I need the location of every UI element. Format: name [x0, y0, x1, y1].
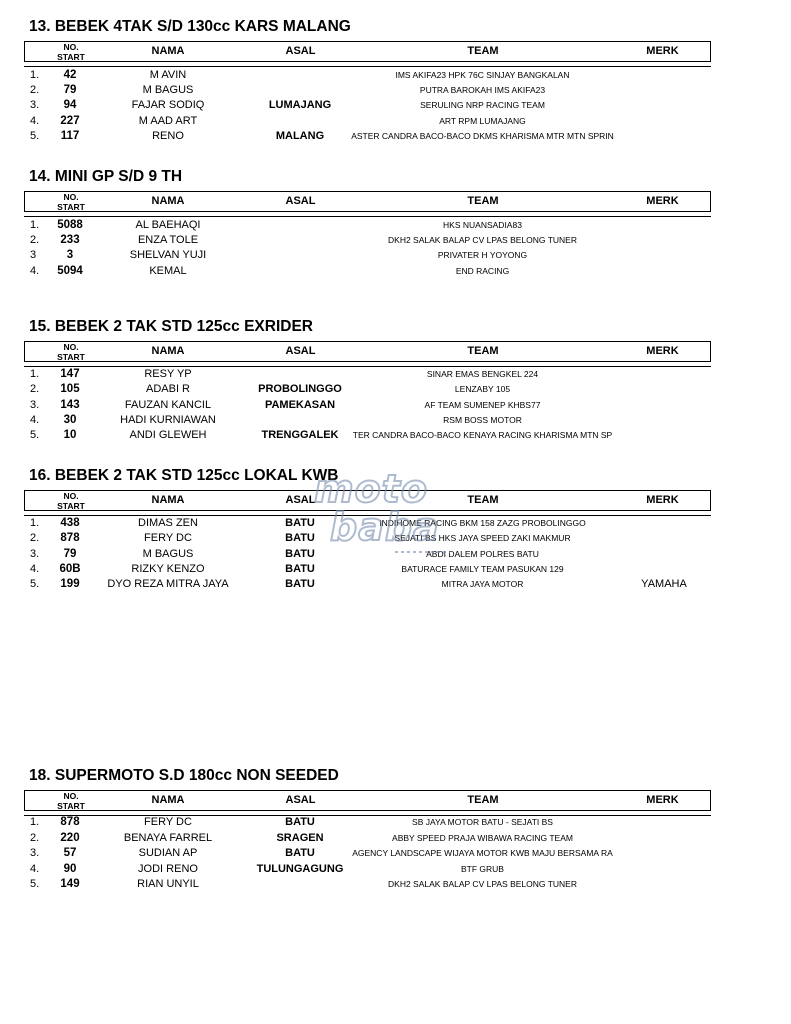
- table-row: 1. 42 M AVIN IMS AKIFA23 HPK 76C SINJAY BANGKALAN: [30, 69, 570, 81]
- svg-text:moto: moto: [314, 467, 428, 511]
- header-nama: NAMA: [151, 195, 185, 207]
- table-header: [24, 191, 711, 212]
- header-nama: NAMA: [151, 45, 185, 57]
- header-no-start: NO. START: [57, 791, 85, 811]
- table-row: 2. 878 FERY DC BATU SEJATI BS HKS JAYA SPEED ZAKI MAKMUR: [30, 532, 571, 544]
- header-merk: MERK: [646, 45, 679, 57]
- header-team: TEAM: [467, 345, 499, 357]
- header-team: TEAM: [467, 195, 499, 207]
- header-no-start: NO. START: [57, 192, 85, 212]
- section-title: 13. BEBEK 4TAK S/D 130cc KARS MALANG: [29, 18, 351, 35]
- header-team: TEAM: [467, 45, 499, 57]
- header-merk: MERK: [646, 345, 679, 357]
- header-asal: ASAL: [285, 345, 316, 357]
- table-row: 2. 105 ADABI R PROBOLINGGO LENZABY 105: [30, 383, 511, 395]
- header-asal: ASAL: [285, 794, 316, 806]
- table-row: 1. 5088 AL BAEHAQI HKS NUANSADIA83: [30, 219, 522, 231]
- header-nama: NAMA: [151, 794, 185, 806]
- table-row: 4. 30 HADI KURNIAWAN RSM BOSS MOTOR: [30, 414, 522, 426]
- header-nama: NAMA: [151, 345, 185, 357]
- table-header: [24, 41, 711, 62]
- section-title: 14. MINI GP S/D 9 TH: [29, 168, 183, 185]
- table-row: 3 3 SHELVAN YUJI PRIVATER H YOYONG: [30, 249, 528, 261]
- table-row: 3. 57 SUDIAN AP BATU AGENCY LANDSCAPE WIJAYA MOTOR KWB MAJU BERSAMA RA: [30, 847, 613, 859]
- table-row: 3. 94 FAJAR SODIQ LUMAJANG SERULING NRP RACING TEAM: [30, 99, 545, 111]
- header-nama: NAMA: [151, 494, 185, 506]
- header-merk: MERK: [646, 494, 679, 506]
- table-row: 2. 79 M BAGUS PUTRA BAROKAH IMS AKIFA23: [30, 84, 546, 96]
- header-no-start: NO. START: [57, 342, 85, 362]
- table-header: [24, 790, 711, 811]
- header-merk: MERK: [646, 195, 679, 207]
- header-asal: ASAL: [285, 494, 316, 506]
- header-asal: ASAL: [285, 195, 316, 207]
- table-row: 3. 79 M BAGUS BATU ABDI DALEM POLRES BATU: [30, 548, 539, 560]
- table-row: 1. 878 FERY DC BATU SB JAYA MOTOR BATU - SEJATI BS: [30, 816, 553, 828]
- svg-text:baba: baba: [330, 505, 440, 549]
- table-row: 4. 60B RIZKY KENZO BATU BATURACE FAMILY TEAM PASUKAN 129: [30, 563, 564, 575]
- header-divider: [24, 216, 711, 217]
- section-title: 15. BEBEK 2 TAK STD 125cc EXRIDER: [29, 318, 313, 335]
- table-row: 4. 5094 KEMAL END RACING: [30, 265, 510, 277]
- header-divider: [24, 66, 711, 67]
- header-team: TEAM: [467, 494, 499, 506]
- section-title: 16. BEBEK 2 TAK STD 125cc LOKAL KWB: [29, 467, 339, 484]
- header-merk: MERK: [646, 794, 679, 806]
- table-row: 4. 90 JODI RENO TULUNGAGUNG BTF GRUB: [30, 863, 504, 875]
- table-row: 2. 220 BENAYA FARREL SRAGEN ABBY SPEED PRAJA WIBAWA RACING TEAM: [30, 832, 573, 844]
- header-asal: ASAL: [285, 45, 316, 57]
- header-team: TEAM: [467, 794, 499, 806]
- table-row: 1. 438 DIMAS ZEN BATU INDIHOME RACING BKM 158 ZAZG PROBOLINGGO: [30, 517, 586, 529]
- motobaba-watermark-logo: [300, 462, 460, 557]
- table-row: 5. 199 DYO REZA MITRA JAYA BATU MITRA JAYA MOTOR YAMAHA: [30, 578, 687, 590]
- table-row: 5. 117 RENO MALANG ASTER CANDRA BACO-BACO DKMS KHARISMA MTR MTN SPRIN: [30, 130, 614, 142]
- table-row: 3. 143 FAUZAN KANCIL PAMEKASAN AF TEAM SUMENEP KHBS77: [30, 399, 541, 411]
- section-title: 18. SUPERMOTO S.D 180cc NON SEEDED: [29, 767, 339, 784]
- header-no-start: NO. START: [57, 42, 85, 62]
- table-row: 1. 147 RESY YP SINAR EMAS BENGKEL 224: [30, 368, 539, 380]
- table-row: 2. 233 ENZA TOLE DKH2 SALAK BALAP CV LPAS BELONG TUNER: [30, 234, 577, 246]
- table-row: 5. 10 ANDI GLEWEH TRENGGALEK TER CANDRA BACO-BACO KENAYA RACING KHARISMA MTN SP: [30, 429, 613, 441]
- table-row: 5. 149 RIAN UNYIL DKH2 SALAK BALAP CV LPAS BELONG TUNER: [30, 878, 577, 890]
- table-header: [24, 341, 711, 362]
- table-row: 4. 227 M AAD ART ART RPM LUMAJANG: [30, 115, 526, 127]
- header-no-start: NO. START: [57, 491, 85, 511]
